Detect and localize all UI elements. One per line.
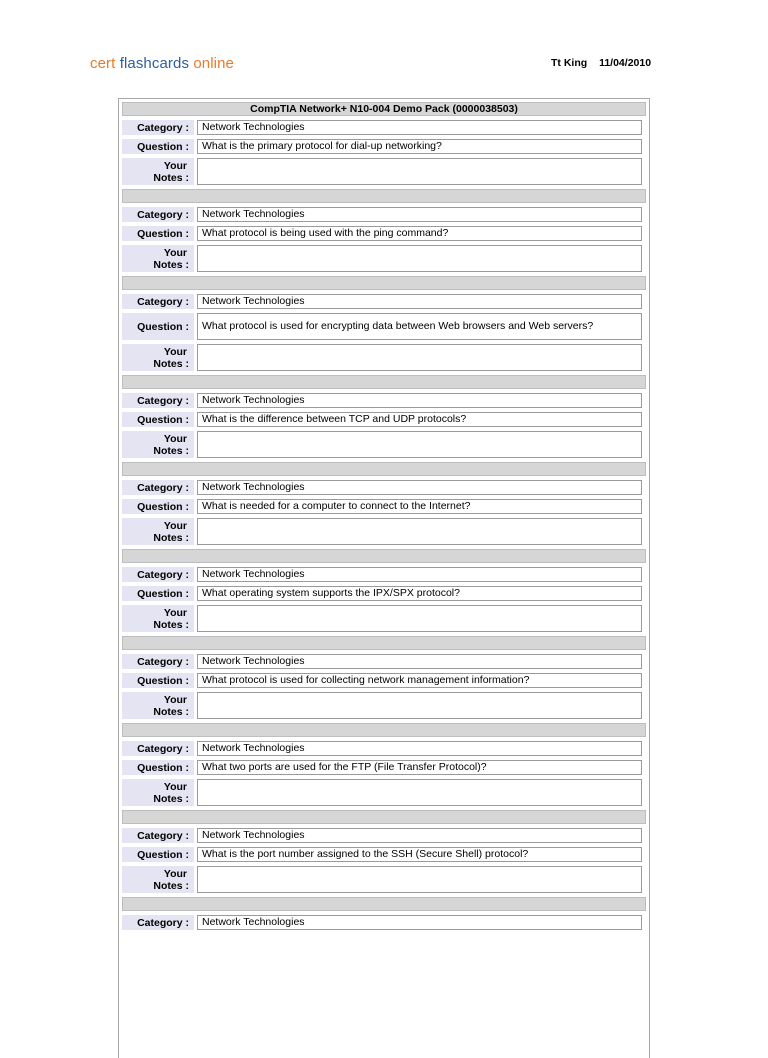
- category-value: Network Technologies: [197, 654, 642, 669]
- question-row: [122, 412, 646, 427]
- category-row: [122, 741, 646, 756]
- notes-label-line2: Notes :: [153, 358, 189, 370]
- notes-row: [122, 158, 646, 185]
- notes-label-line2: Notes :: [153, 880, 189, 892]
- notes-field[interactable]: [197, 245, 642, 272]
- notes-row: [122, 518, 646, 545]
- category-label: Category :: [122, 654, 194, 669]
- category-row: [122, 654, 646, 669]
- category-row: [122, 915, 646, 930]
- category-row: [122, 567, 646, 582]
- question-label: Question :: [122, 673, 194, 688]
- question-row: [122, 847, 646, 862]
- card-separator: [122, 276, 646, 290]
- user-name: Tt King: [551, 57, 588, 69]
- category-value: Network Technologies: [197, 207, 642, 222]
- notes-label-line2: Notes :: [153, 445, 189, 457]
- question-value: What is the primary protocol for dial-up networking?: [197, 139, 642, 154]
- site-logo: [90, 55, 234, 72]
- logo-word-online: online: [193, 55, 234, 72]
- notes-label-line2: Notes :: [153, 706, 189, 718]
- notes-row: [122, 431, 646, 458]
- notes-label-line1: Your: [163, 345, 187, 358]
- question-row: [122, 139, 646, 154]
- category-value: Network Technologies: [197, 294, 642, 309]
- notes-field[interactable]: [197, 779, 642, 806]
- notes-field[interactable]: [197, 692, 642, 719]
- print-date: 11/04/2010: [599, 57, 652, 69]
- notes-label: [122, 518, 194, 545]
- notes-label-line2: Notes :: [153, 532, 189, 544]
- question-label: Question :: [122, 499, 194, 514]
- notes-label: [122, 866, 194, 893]
- category-value: Network Technologies: [197, 828, 642, 843]
- notes-row: [122, 779, 646, 806]
- question-value: What protocol is being used with the ping command?: [197, 226, 642, 241]
- question-label: Question :: [122, 760, 194, 775]
- notes-label: [122, 431, 194, 458]
- question-label: Question :: [122, 412, 194, 427]
- category-value: Network Technologies: [197, 915, 642, 930]
- notes-field[interactable]: [197, 344, 642, 371]
- question-value: What is the port number assigned to the SSH (Secure Shell) protocol?: [197, 847, 642, 862]
- category-row: [122, 828, 646, 843]
- notes-row: [122, 692, 646, 719]
- notes-label: [122, 245, 194, 272]
- question-value: What two ports are used for the FTP (File Transfer Protocol)?: [197, 760, 642, 775]
- notes-label-line1: Your: [163, 246, 187, 259]
- category-label: Category :: [122, 120, 194, 135]
- question-row: [122, 313, 646, 340]
- category-value: Network Technologies: [197, 393, 642, 408]
- category-value: Network Technologies: [197, 480, 642, 495]
- notes-label-line1: Your: [163, 780, 187, 793]
- question-value: What protocol is used for encrypting data between Web browsers and Web servers?: [197, 313, 642, 340]
- flashcard-list: [122, 102, 646, 930]
- category-label: Category :: [122, 828, 194, 843]
- card-separator: [122, 897, 646, 911]
- question-row: [122, 226, 646, 241]
- question-value: What protocol is used for collecting network management information?: [197, 673, 642, 688]
- notes-label-line1: Your: [163, 519, 187, 532]
- category-value: Network Technologies: [197, 741, 642, 756]
- question-label: Question :: [122, 847, 194, 862]
- category-label: Category :: [122, 480, 194, 495]
- card-separator: [122, 189, 646, 203]
- notes-label: [122, 692, 194, 719]
- card-separator: [122, 375, 646, 389]
- category-label: Category :: [122, 207, 194, 222]
- category-label: Category :: [122, 393, 194, 408]
- user-date-line: [551, 57, 651, 69]
- card-separator: [122, 549, 646, 563]
- notes-label-line1: Your: [163, 693, 187, 706]
- notes-label-line1: Your: [163, 159, 187, 172]
- question-label: Question :: [122, 313, 194, 340]
- category-row: [122, 294, 646, 309]
- category-row: [122, 120, 646, 135]
- notes-row: [122, 245, 646, 272]
- notes-label: [122, 779, 194, 806]
- question-value: What is the difference between TCP and UDP protocols?: [197, 412, 642, 427]
- notes-label: [122, 605, 194, 632]
- notes-label: [122, 158, 194, 185]
- question-value: What operating system supports the IPX/SPX protocol?: [197, 586, 642, 601]
- card-separator: [122, 723, 646, 737]
- category-label: Category :: [122, 915, 194, 930]
- card-separator: [122, 636, 646, 650]
- notes-label-line2: Notes :: [153, 619, 189, 631]
- category-row: [122, 393, 646, 408]
- notes-label-line2: Notes :: [153, 793, 189, 805]
- notes-label-line1: Your: [163, 606, 187, 619]
- notes-label-line2: Notes :: [153, 172, 189, 184]
- question-row: [122, 760, 646, 775]
- notes-label-line2: Notes :: [153, 259, 189, 271]
- category-value: Network Technologies: [197, 120, 642, 135]
- notes-row: [122, 605, 646, 632]
- notes-label-line1: Your: [163, 432, 187, 445]
- notes-field[interactable]: [197, 866, 642, 893]
- category-row: [122, 480, 646, 495]
- question-row: [122, 673, 646, 688]
- pack-title: CompTIA Network+ N10-004 Demo Pack (0000038503): [122, 102, 646, 116]
- card-separator: [122, 462, 646, 476]
- question-row: [122, 499, 646, 514]
- logo-word-flashcards: flashcards: [119, 55, 190, 72]
- notes-field[interactable]: [197, 605, 642, 632]
- question-row: [122, 586, 646, 601]
- notes-row: [122, 866, 646, 893]
- question-label: Question :: [122, 139, 194, 154]
- question-value: What is needed for a computer to connect to the Internet?: [197, 499, 642, 514]
- notes-label: [122, 344, 194, 371]
- category-label: Category :: [122, 741, 194, 756]
- notes-field[interactable]: [197, 158, 642, 185]
- category-label: Category :: [122, 294, 194, 309]
- logo-word-cert: cert: [90, 55, 116, 72]
- question-label: Question :: [122, 586, 194, 601]
- notes-field[interactable]: [197, 431, 642, 458]
- card-separator: [122, 810, 646, 824]
- category-value: Network Technologies: [197, 567, 642, 582]
- notes-row: [122, 344, 646, 371]
- question-label: Question :: [122, 226, 194, 241]
- notes-label-line1: Your: [163, 867, 187, 880]
- notes-field[interactable]: [197, 518, 642, 545]
- category-row: [122, 207, 646, 222]
- category-label: Category :: [122, 567, 194, 582]
